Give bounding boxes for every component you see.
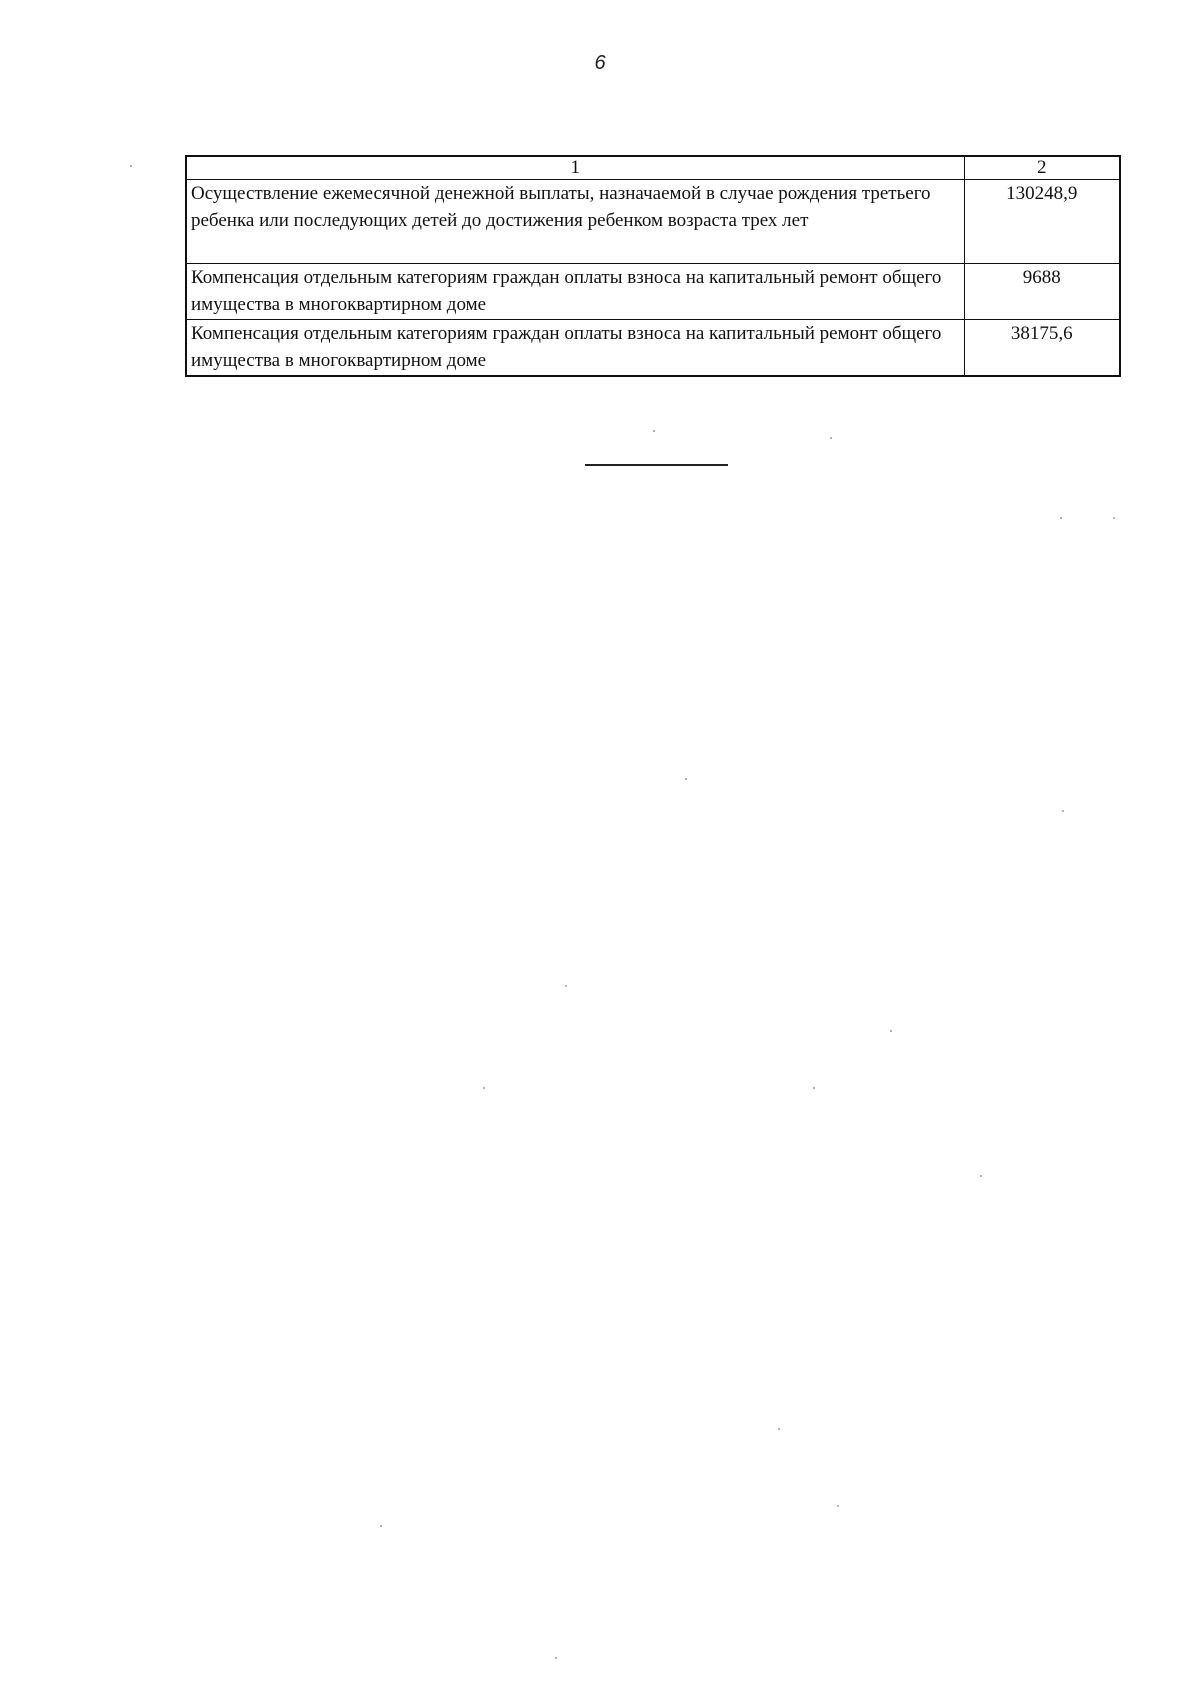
end-of-document-rule bbox=[585, 464, 728, 466]
table-row bbox=[186, 264, 1120, 320]
row-name: Компенсация отдельным категориям граждан оплаты взноса на капитальный ремонт общего имущества в многоквартирном доме bbox=[186, 264, 964, 320]
page-number: 6 bbox=[594, 52, 606, 74]
row-name: Компенсация отдельным категориям граждан оплаты взноса на капитальный ремонт общего имущества в многоквартирном доме bbox=[186, 320, 964, 376]
column-header-2: 2 bbox=[964, 156, 1120, 180]
table-row bbox=[186, 320, 1120, 376]
budget-table bbox=[185, 155, 1121, 377]
row-value: 38175,6 bbox=[964, 320, 1120, 376]
row-value: 9688 bbox=[964, 264, 1120, 320]
table-header-row bbox=[186, 156, 1120, 180]
row-value: 130248,9 bbox=[964, 180, 1120, 264]
row-name: Осуществление ежемесячной денежной выплаты, назначаемой в случае рождения третьего ребенка или последующих детей до достижения ребенком возраста трех лет bbox=[186, 180, 964, 264]
column-header-1: 1 bbox=[186, 156, 964, 180]
table-row bbox=[186, 180, 1120, 264]
